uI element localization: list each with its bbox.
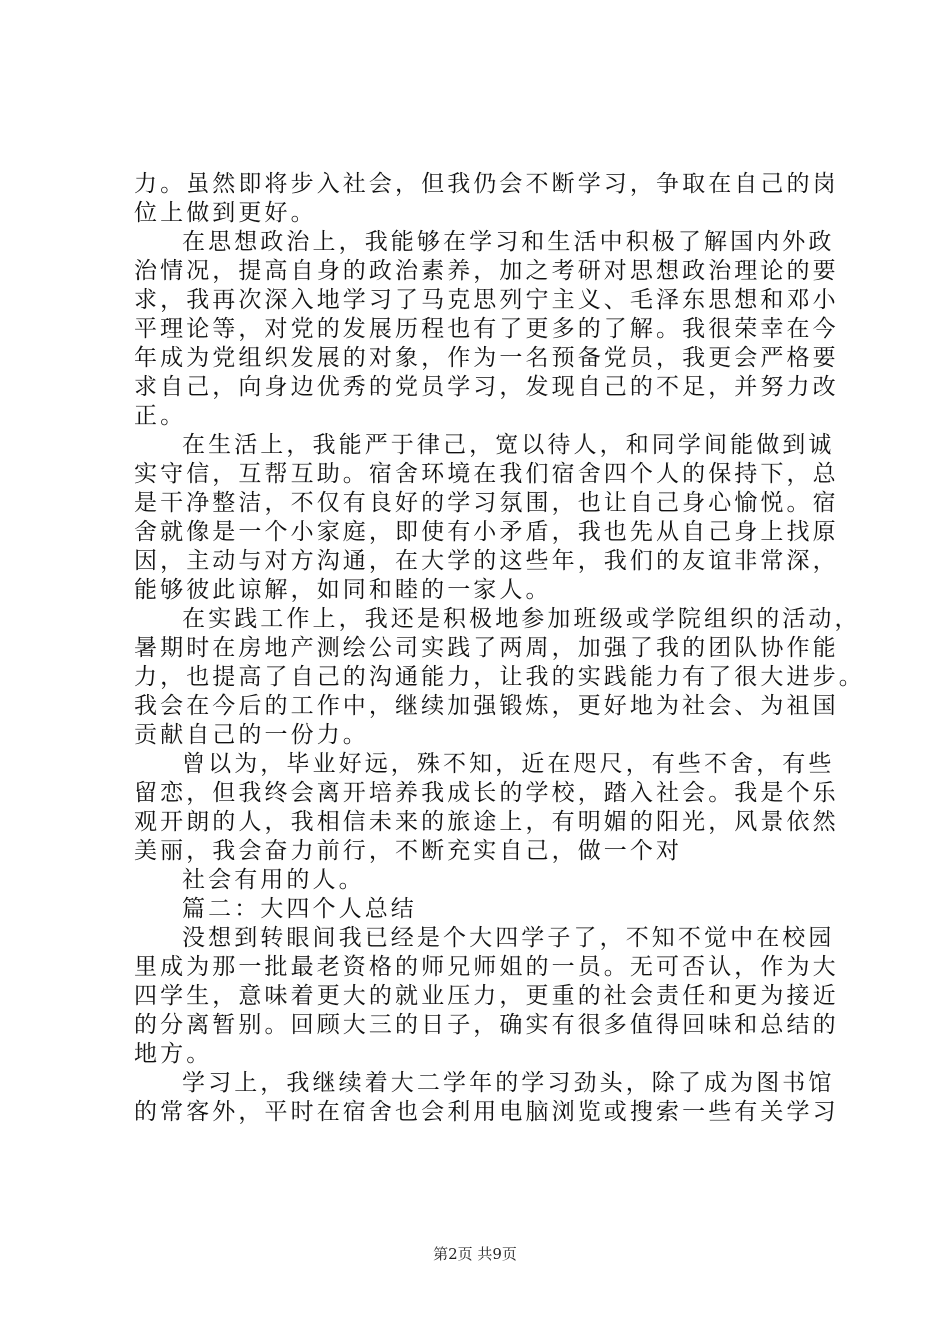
text-line: 在实践工作上，我还是积极地参加班级或学院组织的活动， <box>182 606 861 632</box>
text-line: 里成为那一批最老资格的师兄师姐的一员。无可否认，作为大 <box>134 954 839 980</box>
text-line: 四学生，意味着更大的就业压力，更重的社会责任和更为接近 <box>134 983 839 1009</box>
text-line: 暑期时在房地产测绘公司实践了两周，加强了我的团队协作能 <box>134 635 839 661</box>
text-line: 贡献自己的一份力。 <box>134 722 369 748</box>
text-line: 治情况，提高自身的政治素养，加之考研对思想政治理论的要 <box>134 258 839 284</box>
document-body <box>134 170 865 1127</box>
text-line: 是干净整洁，不仅有良好的学习氛围，也让自己身心愉悦。宿 <box>134 490 839 516</box>
text-line: 力，也提高了自己的沟通能力，让我的实践能力有了很大进步。 <box>134 664 865 690</box>
text-line: 地方。 <box>134 1041 213 1067</box>
text-line: 我会在今后的工作中，继续加强锻炼，更好地为社会、为祖国 <box>134 693 839 719</box>
page-footer: 第2页 共9页 <box>433 1245 517 1263</box>
text-line: 能够彼此谅解，如同和睦的一家人。 <box>134 577 552 603</box>
text-line: 舍就像是一个小家庭，即使有小矛盾，我也先从自己身上找原 <box>134 519 839 545</box>
text-line: 的分离暂别。回顾大三的日子，确实有很多值得回味和总结的 <box>134 1012 839 1038</box>
text-line: 美丽，我会奋力前行，不断充实自己，做一个对 <box>134 838 683 864</box>
text-line: 求自己，向身边优秀的党员学习，发现自己的不足，并努力改 <box>134 374 839 400</box>
text-line: 观开朗的人，我相信未来的旅途上，有明媚的阳光，风景依然 <box>134 809 839 835</box>
text-line: 位上做到更好。 <box>134 200 317 226</box>
text-line: 学习上，我继续着大二学年的学习劲头，除了成为图书馆 <box>182 1070 835 1096</box>
text-line: 力。虽然即将步入社会，但我仍会不断学习，争取在自己的岗 <box>134 171 839 197</box>
text-line: 在生活上，我能严于律己，宽以待人，和同学间能做到诚 <box>182 432 835 458</box>
text-line: 留恋，但我终会离开培养我成长的学校，踏入社会。我是个乐 <box>134 780 839 806</box>
text-line: 实守信，互帮互助。宿舍环境在我们宿舍四个人的保持下，总 <box>134 461 839 487</box>
text-line: 社会有用的人。 <box>182 867 365 893</box>
text-line: 篇二：大四个人总结 <box>182 896 417 922</box>
text-line: 在思想政治上，我能够在学习和生活中积极了解国内外政 <box>182 229 835 255</box>
text-line: 没想到转眼间我已经是个大四学子了，不知不觉中在校园 <box>182 925 835 951</box>
text-line: 正。 <box>134 403 187 429</box>
text-line: 曾以为，毕业好远，殊不知，近在咫尺，有些不舍，有些 <box>182 751 835 777</box>
text-line: 求，我再次深入地学习了马克思列宁主义、毛泽东思想和邓小 <box>134 287 839 313</box>
text-line: 的常客外，平时在宿舍也会利用电脑浏览或搜索一些有关学习 <box>134 1099 839 1125</box>
text-line: 年成为党组织发展的对象，作为一名预备党员，我更会严格要 <box>134 345 839 371</box>
text-line: 平理论等，对党的发展历程也有了更多的了解。我很荣幸在今 <box>134 316 839 342</box>
text-line: 因，主动与对方沟通，在大学的这些年，我们的友谊非常深， <box>134 548 839 574</box>
